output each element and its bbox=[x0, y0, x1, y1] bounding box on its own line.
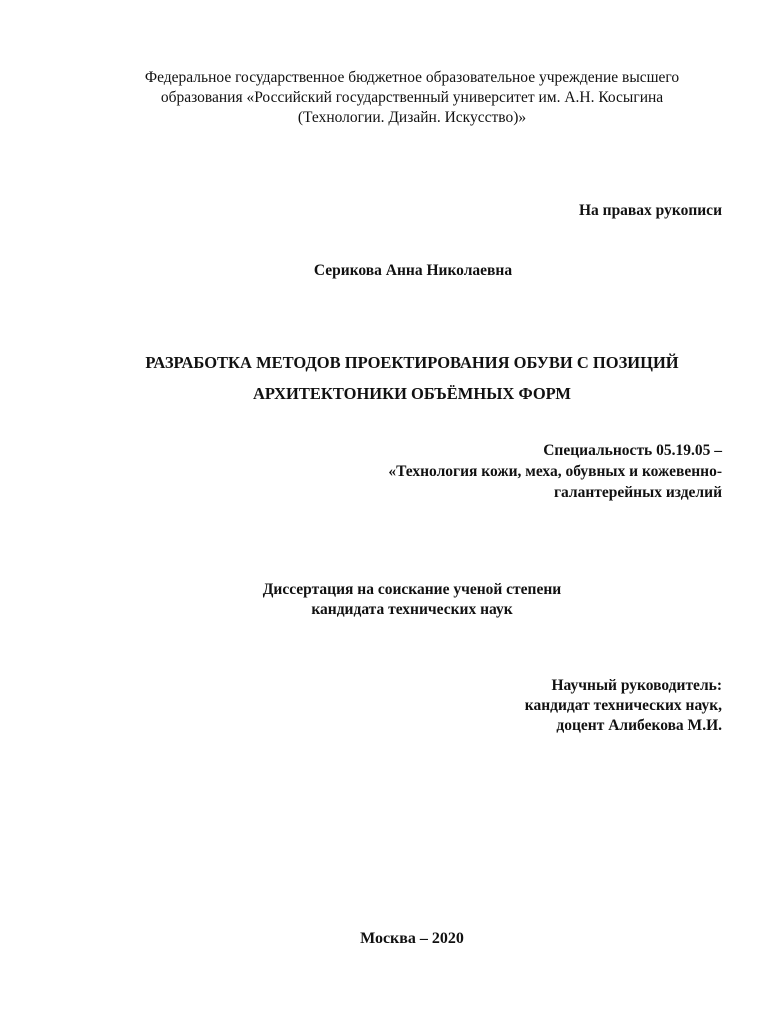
institution-line: образования «Российский государственный университет им. А.Н. Косыгина bbox=[160, 89, 664, 106]
author-name: Серикова Анна Николаевна bbox=[313, 262, 513, 279]
supervisor-line: доцент Алибекова М.И. bbox=[556, 717, 722, 734]
specialty-line: «Технология кожи, меха, обувных и кожевенно- bbox=[388, 463, 722, 480]
thesis-title-line: РАЗРАБОТКА МЕТОДОВ ПРОЕКТИРОВАНИЯ ОБУВИ С ПОЗИЦИЙ bbox=[145, 353, 679, 372]
degree-line: кандидата технических наук bbox=[311, 601, 513, 618]
supervisor-line: кандидат технических наук, bbox=[524, 697, 722, 714]
institution-line: Федеральное государственное бюджетное образовательное учреждение высшего bbox=[144, 69, 680, 86]
institution-line: (Технологии. Дизайн. Искусство)» bbox=[297, 109, 527, 126]
supervisor-line: Научный руководитель: bbox=[551, 677, 722, 694]
thesis-title bbox=[60, 347, 764, 409]
degree-line: Диссертация на соискание ученой степени bbox=[262, 581, 562, 598]
manuscript-note: На правах рукописи bbox=[578, 202, 722, 219]
degree-statement bbox=[60, 580, 764, 620]
specialty-line: галантерейных изделий bbox=[553, 484, 722, 501]
thesis-title-line: АРХИТЕКТОНИКИ ОБЪЁМНЫХ ФОРМ bbox=[253, 384, 571, 403]
city-year: Москва – 2020 bbox=[360, 930, 464, 947]
institution-name bbox=[80, 68, 744, 128]
supervisor bbox=[525, 676, 722, 736]
specialty-line: Специальность 05.19.05 – bbox=[543, 442, 722, 459]
specialty bbox=[388, 440, 722, 503]
